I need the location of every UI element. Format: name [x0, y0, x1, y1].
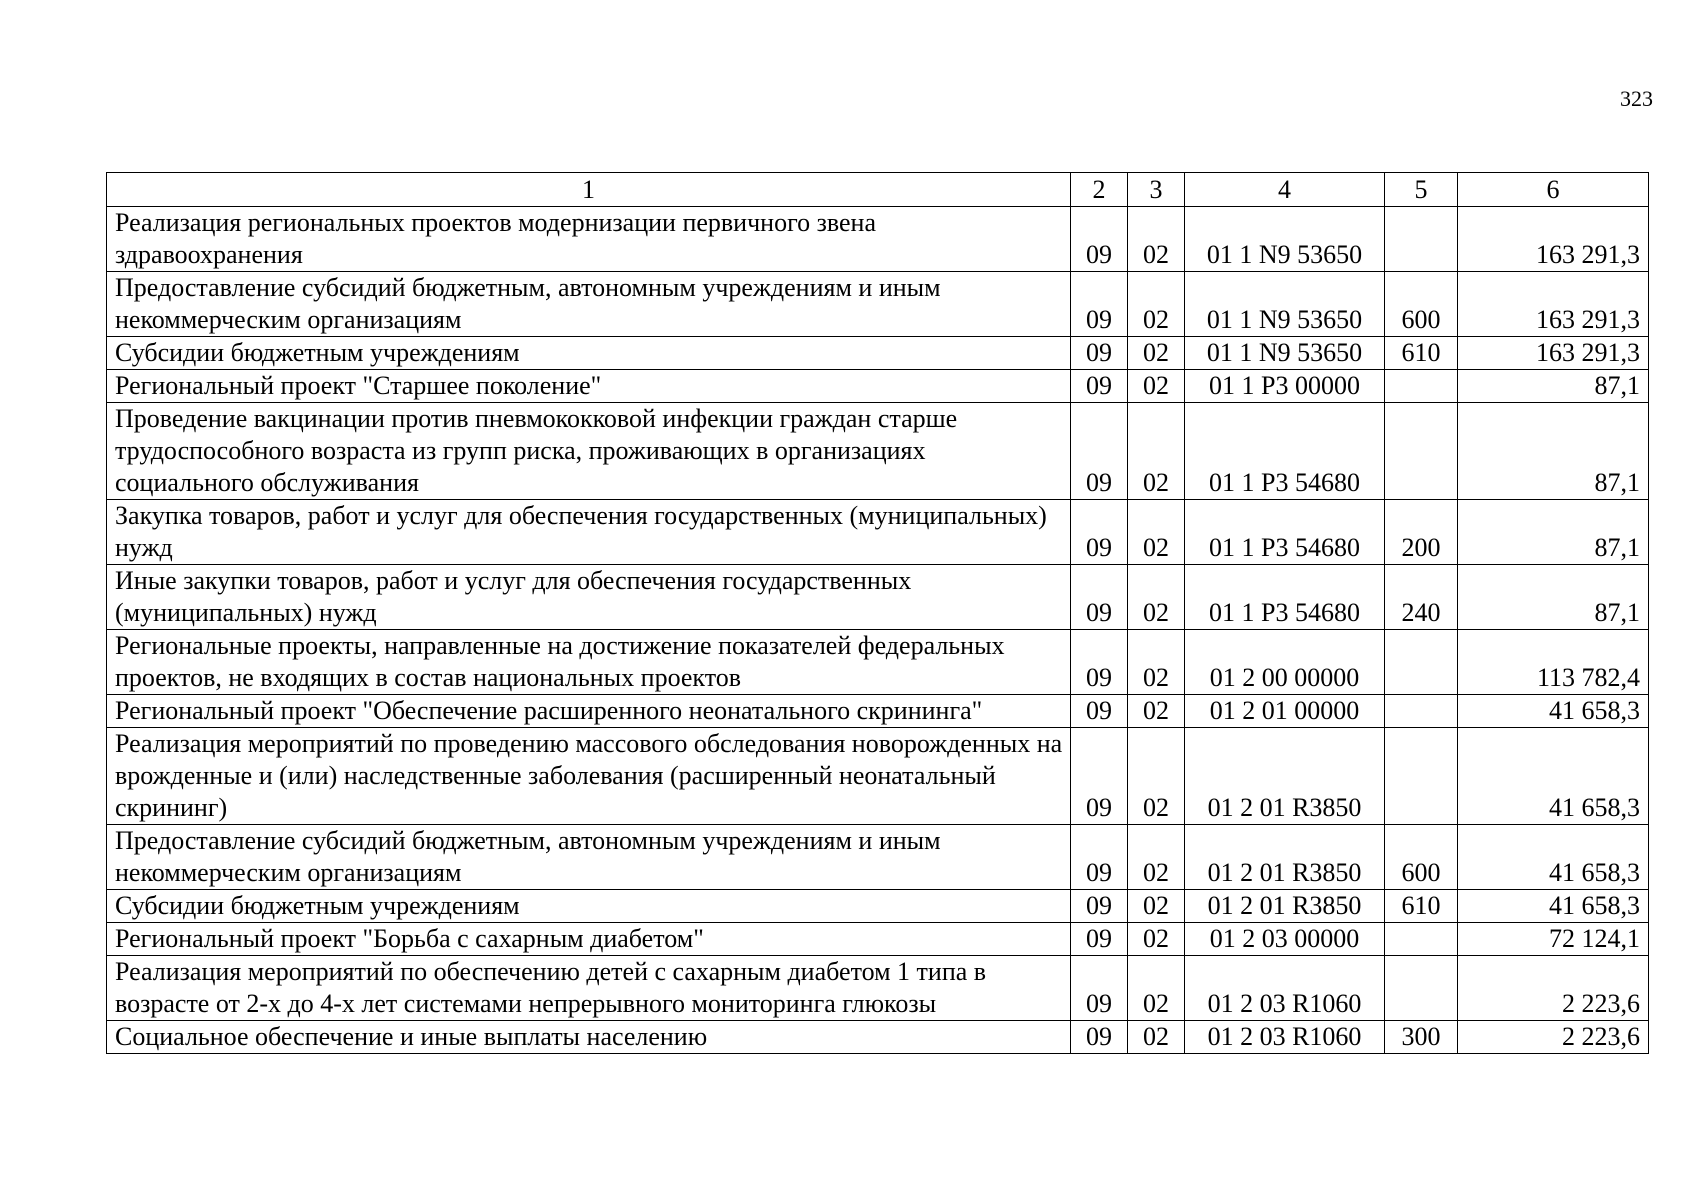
row-section: 09	[1071, 695, 1128, 728]
row-target-code: 01 2 01 R3850	[1185, 728, 1385, 825]
header-cell-1: 1	[107, 173, 1071, 207]
row-name: Региональный проект "Старшее поколение"	[107, 370, 1071, 403]
row-name: Закупка товаров, работ и услуг для обеспечения государственных (муниципальных) нужд	[107, 500, 1071, 565]
row-section: 09	[1071, 337, 1128, 370]
row-amount: 41 658,3	[1458, 825, 1649, 890]
table-row	[107, 695, 1649, 728]
table-row	[107, 956, 1649, 1021]
table-row	[107, 1021, 1649, 1054]
row-expense-type	[1385, 923, 1458, 956]
row-name: Субсидии бюджетным учреждениям	[107, 890, 1071, 923]
row-target-code: 01 1 P3 54680	[1185, 565, 1385, 630]
row-expense-type: 600	[1385, 825, 1458, 890]
row-section: 09	[1071, 630, 1128, 695]
row-amount: 163 291,3	[1458, 272, 1649, 337]
row-section: 09	[1071, 272, 1128, 337]
row-amount: 113 782,4	[1458, 630, 1649, 695]
row-target-code: 01 1 P3 54680	[1185, 500, 1385, 565]
row-amount: 2 223,6	[1458, 1021, 1649, 1054]
header-cell-2: 2	[1071, 173, 1128, 207]
header-cell-5: 5	[1385, 173, 1458, 207]
row-section: 09	[1071, 403, 1128, 500]
row-subsection: 02	[1128, 370, 1185, 403]
row-section: 09	[1071, 370, 1128, 403]
row-subsection: 02	[1128, 207, 1185, 272]
table-row	[107, 565, 1649, 630]
row-section: 09	[1071, 1021, 1128, 1054]
row-subsection: 02	[1128, 695, 1185, 728]
header-row	[107, 173, 1649, 207]
row-name: Предоставление субсидий бюджетным, автономным учреждениям и иным некоммерческим организациям	[107, 272, 1071, 337]
table-row	[107, 337, 1649, 370]
row-section: 09	[1071, 728, 1128, 825]
row-section: 09	[1071, 923, 1128, 956]
table-row	[107, 825, 1649, 890]
table-row	[107, 403, 1649, 500]
row-name: Региональный проект "Борьба с сахарным диабетом"	[107, 923, 1071, 956]
row-expense-type	[1385, 956, 1458, 1021]
row-expense-type: 610	[1385, 337, 1458, 370]
row-expense-type	[1385, 370, 1458, 403]
row-name: Реализация региональных проектов модернизации первичного звена здравоохранения	[107, 207, 1071, 272]
header-cell-4: 4	[1185, 173, 1385, 207]
row-target-code: 01 1 P3 00000	[1185, 370, 1385, 403]
row-expense-type	[1385, 630, 1458, 695]
row-subsection: 02	[1128, 728, 1185, 825]
row-expense-type	[1385, 695, 1458, 728]
row-name: Иные закупки товаров, работ и услуг для обеспечения государственных (муниципальных) нужд	[107, 565, 1071, 630]
budget-table	[106, 172, 1649, 1054]
page-number: 323	[1620, 86, 1653, 111]
row-target-code: 01 2 01 00000	[1185, 695, 1385, 728]
row-name: Региональный проект "Обеспечение расширенного неонатального скрининга"	[107, 695, 1071, 728]
row-target-code: 01 2 03 R1060	[1185, 956, 1385, 1021]
table-row	[107, 500, 1649, 565]
row-section: 09	[1071, 207, 1128, 272]
row-name: Проведение вакцинации против пневмококковой инфекции граждан старше трудоспособного возраста из групп риска, проживающих в организациях социального обслуживания	[107, 403, 1071, 500]
row-expense-type: 300	[1385, 1021, 1458, 1054]
row-expense-type	[1385, 403, 1458, 500]
row-name: Социальное обеспечение и иные выплаты населению	[107, 1021, 1071, 1054]
row-target-code: 01 1 N9 53650	[1185, 207, 1385, 272]
row-subsection: 02	[1128, 403, 1185, 500]
row-expense-type	[1385, 207, 1458, 272]
table-row	[107, 923, 1649, 956]
row-target-code: 01 1 P3 54680	[1185, 403, 1385, 500]
table-row	[107, 728, 1649, 825]
row-section: 09	[1071, 890, 1128, 923]
header-cell-3: 3	[1128, 173, 1185, 207]
row-amount: 87,1	[1458, 565, 1649, 630]
row-name: Предоставление субсидий бюджетным, автономным учреждениям и иным некоммерческим организациям	[107, 825, 1071, 890]
row-amount: 2 223,6	[1458, 956, 1649, 1021]
row-amount: 163 291,3	[1458, 337, 1649, 370]
row-section: 09	[1071, 565, 1128, 630]
row-name: Региональные проекты, направленные на достижение показателей федеральных проектов, не входящих в состав национальных проектов	[107, 630, 1071, 695]
row-amount: 87,1	[1458, 403, 1649, 500]
row-section: 09	[1071, 825, 1128, 890]
table-row	[107, 630, 1649, 695]
row-target-code: 01 2 00 00000	[1185, 630, 1385, 695]
row-name: Реализация мероприятий по проведению массового обследования новорожденных на врожденные и (или) наследственные заболевания (расширенный неонатальный скрининг)	[107, 728, 1071, 825]
row-subsection: 02	[1128, 630, 1185, 695]
row-target-code: 01 2 01 R3850	[1185, 825, 1385, 890]
table-row	[107, 370, 1649, 403]
row-expense-type	[1385, 728, 1458, 825]
row-expense-type: 600	[1385, 272, 1458, 337]
row-target-code: 01 2 01 R3850	[1185, 890, 1385, 923]
row-target-code: 01 1 N9 53650	[1185, 272, 1385, 337]
row-amount: 41 658,3	[1458, 728, 1649, 825]
row-target-code: 01 2 03 R1060	[1185, 1021, 1385, 1054]
row-subsection: 02	[1128, 500, 1185, 565]
row-section: 09	[1071, 500, 1128, 565]
row-amount: 41 658,3	[1458, 695, 1649, 728]
row-subsection: 02	[1128, 337, 1185, 370]
row-amount: 41 658,3	[1458, 890, 1649, 923]
row-subsection: 02	[1128, 1021, 1185, 1054]
row-amount: 72 124,1	[1458, 923, 1649, 956]
row-subsection: 02	[1128, 890, 1185, 923]
table-row	[107, 207, 1649, 272]
row-subsection: 02	[1128, 272, 1185, 337]
table-row	[107, 890, 1649, 923]
row-target-code: 01 2 03 00000	[1185, 923, 1385, 956]
row-expense-type: 240	[1385, 565, 1458, 630]
table-row	[107, 272, 1649, 337]
row-amount: 87,1	[1458, 500, 1649, 565]
row-subsection: 02	[1128, 923, 1185, 956]
table-body	[107, 207, 1649, 1054]
row-subsection: 02	[1128, 565, 1185, 630]
row-amount: 163 291,3	[1458, 207, 1649, 272]
row-expense-type: 200	[1385, 500, 1458, 565]
header-cell-6: 6	[1458, 173, 1649, 207]
row-subsection: 02	[1128, 956, 1185, 1021]
row-section: 09	[1071, 956, 1128, 1021]
row-name: Реализация мероприятий по обеспечению детей с сахарным диабетом 1 типа в возрасте от 2-х до 4-х лет системами непрерывного мониторинга глюкозы	[107, 956, 1071, 1021]
row-amount: 87,1	[1458, 370, 1649, 403]
row-name: Субсидии бюджетным учреждениям	[107, 337, 1071, 370]
row-target-code: 01 1 N9 53650	[1185, 337, 1385, 370]
row-subsection: 02	[1128, 825, 1185, 890]
row-expense-type: 610	[1385, 890, 1458, 923]
